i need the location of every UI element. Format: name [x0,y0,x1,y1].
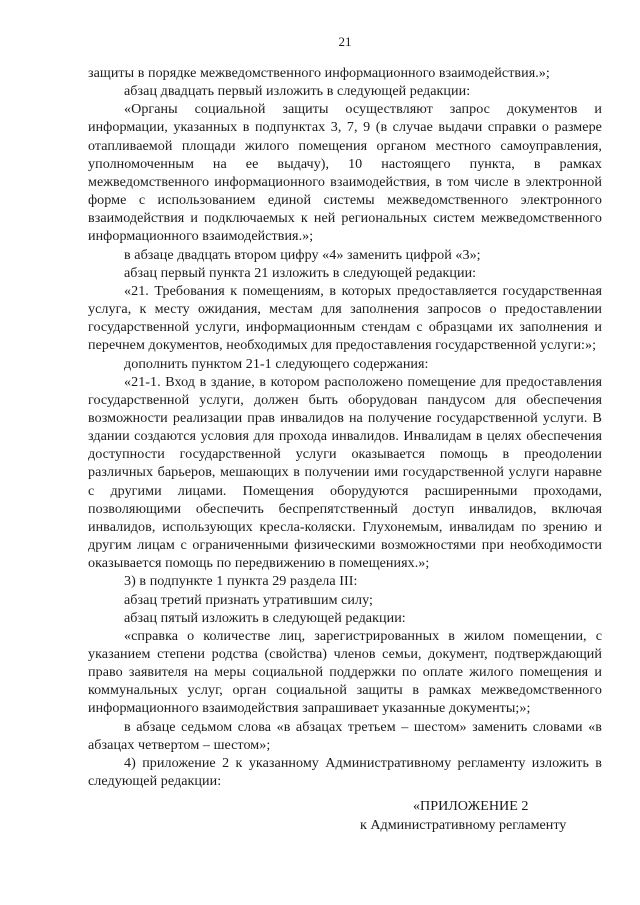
paragraph: «21-1. Вход в здание, в котором расположено помещение для предоставления государственной услуги, должен быть оборудован пандусом для обеспечения возможности реализации прав инвалидов на получение государственной услуги. В здании создаются условия для прохода инвалидов. Инвалидам в целях обеспечения доступности государственной услуги оказывается помощь в преодолении различных барьеров, мешающих в получении ими государственной услуги наравне с другими лицами. Помещения оборудуются расширенными проходами, позволяющими обеспечить беспрепятственный доступ инвалидов, включая инвалидов, использующих кресла-коляски. Глухонемым, инвалидам по зрению и другим лицам с ограниченными физическими возможностями при необходимости оказывается помощь по передвижению в помещениях.»; [88,373,602,572]
paragraph: «21. Требования к помещениям, в которых предоставляется государственная услуга, к месту ожидания, местам для заполнения запросов о предоставлении государственной услуги, информационным стендам с образцами их заполнения и перечнем документов, необходимых для предоставления государственной услуги:»; [88,282,602,354]
document-body [88,64,602,790]
paragraph: абзац пятый изложить в следующей редакции: [124,609,406,626]
paragraph: абзац двадцать первый изложить в следующей редакции: [124,83,471,100]
paragraph: защиты в порядке межведомственного информационного взаимодействия.»; [88,65,550,81]
paragraph: в абзаце двадцать втором цифру «4» заменить цифрой «3»; [124,246,481,263]
paragraph: «Органы социальной защиты осуществляют запрос документов и информации, указанных в подпунктах 3, 7, 9 (в случае выдачи справки о размере отапливаемой площади жилого помещения органом местного самоуправления, уполномоченным на ее выдачу), 10 настоящего пункта, в рамках межведомственного информационного взаимодействия, в том числе в электронной форме с использованием единой системы межведомственного электронного взаимодействия и подключаемых к ней региональных систем межведомственного информационного взаимодействия.»; [88,101,602,245]
paragraph: «справка о количестве лиц, зарегистрированных в жилом помещении, с указанием степени родства (свойства) членов семьи, документ, подтверждающий право заявителя на меры социальной поддержки по оплате жилого помещения и коммунальных услуг, орган социальной защиты в рамках межведомственного информационного взаимодействия запрашивает указанные документы;»; [88,627,602,717]
annex-subtitle: к Административному регламенту [360,817,567,834]
paragraph: абзац первый пункта 21 изложить в следующей редакции: [124,264,477,281]
paragraph: дополнить пунктом 21-1 следующего содержания: [124,355,429,372]
paragraph: 3) в подпункте 1 пункта 29 раздела III: [124,573,358,590]
paragraph: абзац третий признать утратившим силу; [124,591,373,608]
annex-title: «ПРИЛОЖЕНИЕ 2 [413,798,529,815]
annex-heading [88,797,602,835]
page-number: 21 [338,34,352,49]
paragraph: 4) приложение 2 к указанному Административному регламенту изложить в следующей редакции: [88,754,602,790]
paragraph: в абзаце седьмом слова «в абзацах третьем – шестом» заменить словами «в абзацах четвертом – шестом»; [88,718,602,753]
